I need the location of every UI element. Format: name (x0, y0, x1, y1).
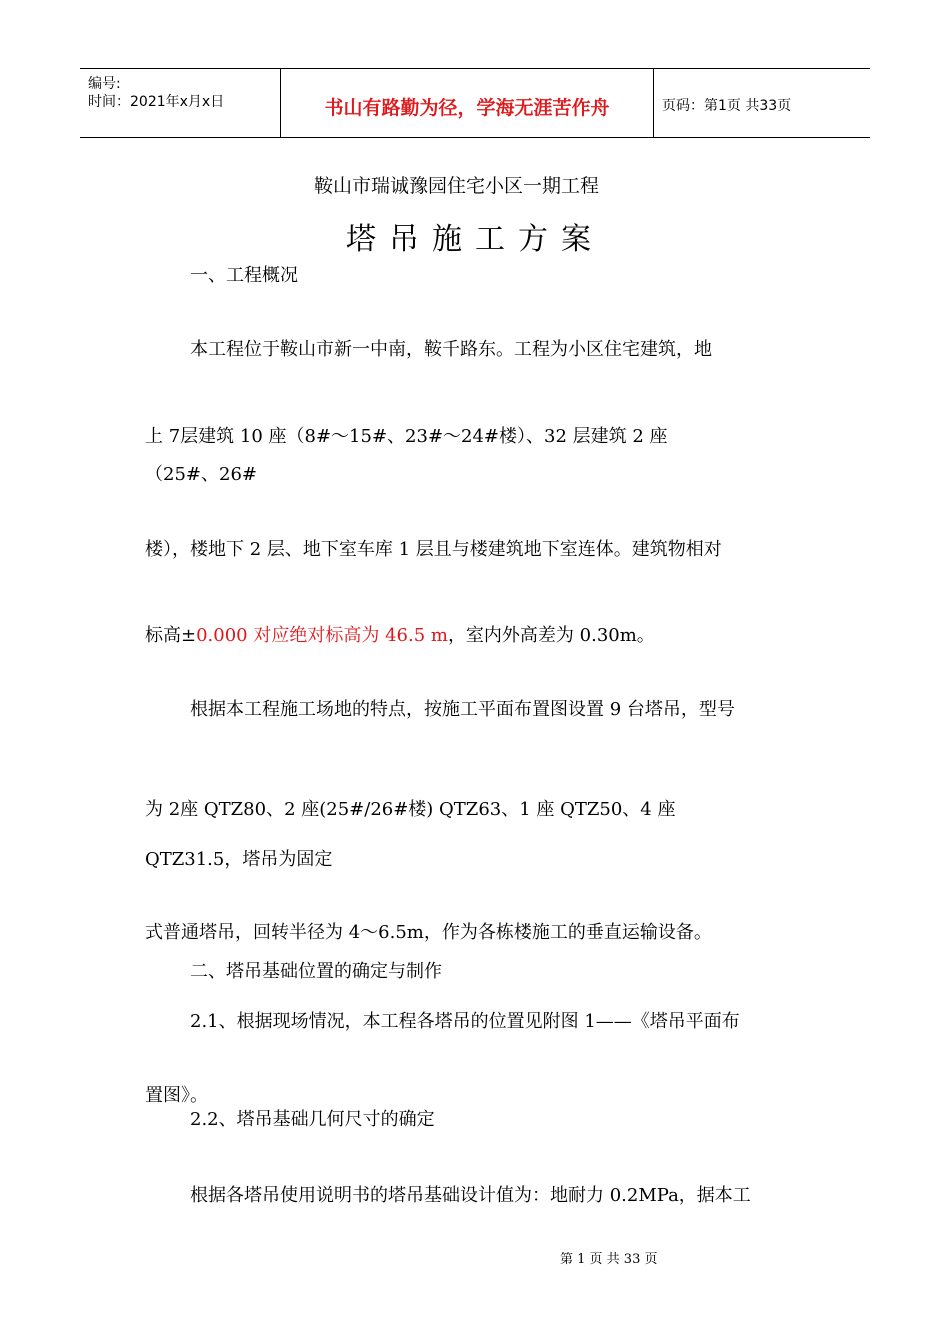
paragraph-line: 为 2座 QTZ80、2 座(25#/26#楼) QTZ63、1 座 QTZ50、4 座 (145, 799, 676, 820)
header-page-cell (654, 69, 870, 137)
elevation-highlight: 0.000 对应绝对标高为 46.5 m (196, 625, 448, 646)
subsection-heading: 2.2、塔吊基础几何尺寸的确定 (190, 1109, 435, 1130)
document-title: 塔吊施工方案 (346, 222, 604, 257)
paragraph-line-elevation (145, 621, 655, 647)
section1-heading: 一、工程概况 (190, 265, 298, 286)
page-header (80, 68, 870, 138)
paragraph-line: （25#、26# (145, 464, 257, 485)
project-title: 鞍山市瑞诚豫园住宅小区一期工程 (314, 175, 600, 197)
number-label: 编号: (88, 76, 121, 92)
section2-heading: 二、塔吊基础位置的确定与制作 (190, 961, 442, 982)
paragraph-line: 根据各塔吊使用说明书的塔吊基础设计值为：地耐力 0.2MPa，据本工 (190, 1185, 751, 1206)
paragraph-line: 上 7层建筑 10 座（8#～15#、23#～24#楼）、32 层建筑 2 座 (145, 426, 668, 447)
elevation-suffix: ，室内外高差为 0.30m。 (447, 625, 655, 646)
paragraph-line: 本工程位于鞍山市新一中南，鞍千路东。工程为小区住宅建筑，地 (190, 339, 712, 360)
header-meta-cell (80, 69, 281, 137)
paragraph-line: 式普通塔吊，回转半径为 4～6.5m，作为各栋楼施工的垂直运输设备。 (145, 922, 712, 943)
page-footer: 第 1 页 共 33 页 (560, 1252, 658, 1267)
paragraph-line: 楼），楼地下 2 层、地下室车库 1 层且与楼建筑地下室连体。建筑物相对 (145, 539, 722, 560)
date-label: 时间：2021年x月x日 (88, 94, 225, 110)
elevation-prefix: 标高± (145, 625, 197, 646)
paragraph-line: 根据本工程施工场地的特点，按施工平面布置图设置 9 台塔吊，型号 (190, 699, 735, 720)
paragraph-line: 置图》。 (145, 1085, 208, 1106)
header-motto-cell (281, 69, 654, 137)
motto-text: 书山有路勤为径，学海无涯苦作舟 (324, 97, 610, 119)
paragraph-line: QTZ31.5，塔吊为固定 (145, 849, 333, 870)
page-label: 页码：第1页 共33页 (662, 98, 792, 114)
paragraph-line: 2.1、根据现场情况，本工程各塔吊的位置见附图 1——《塔吊平面布 (190, 1011, 740, 1032)
